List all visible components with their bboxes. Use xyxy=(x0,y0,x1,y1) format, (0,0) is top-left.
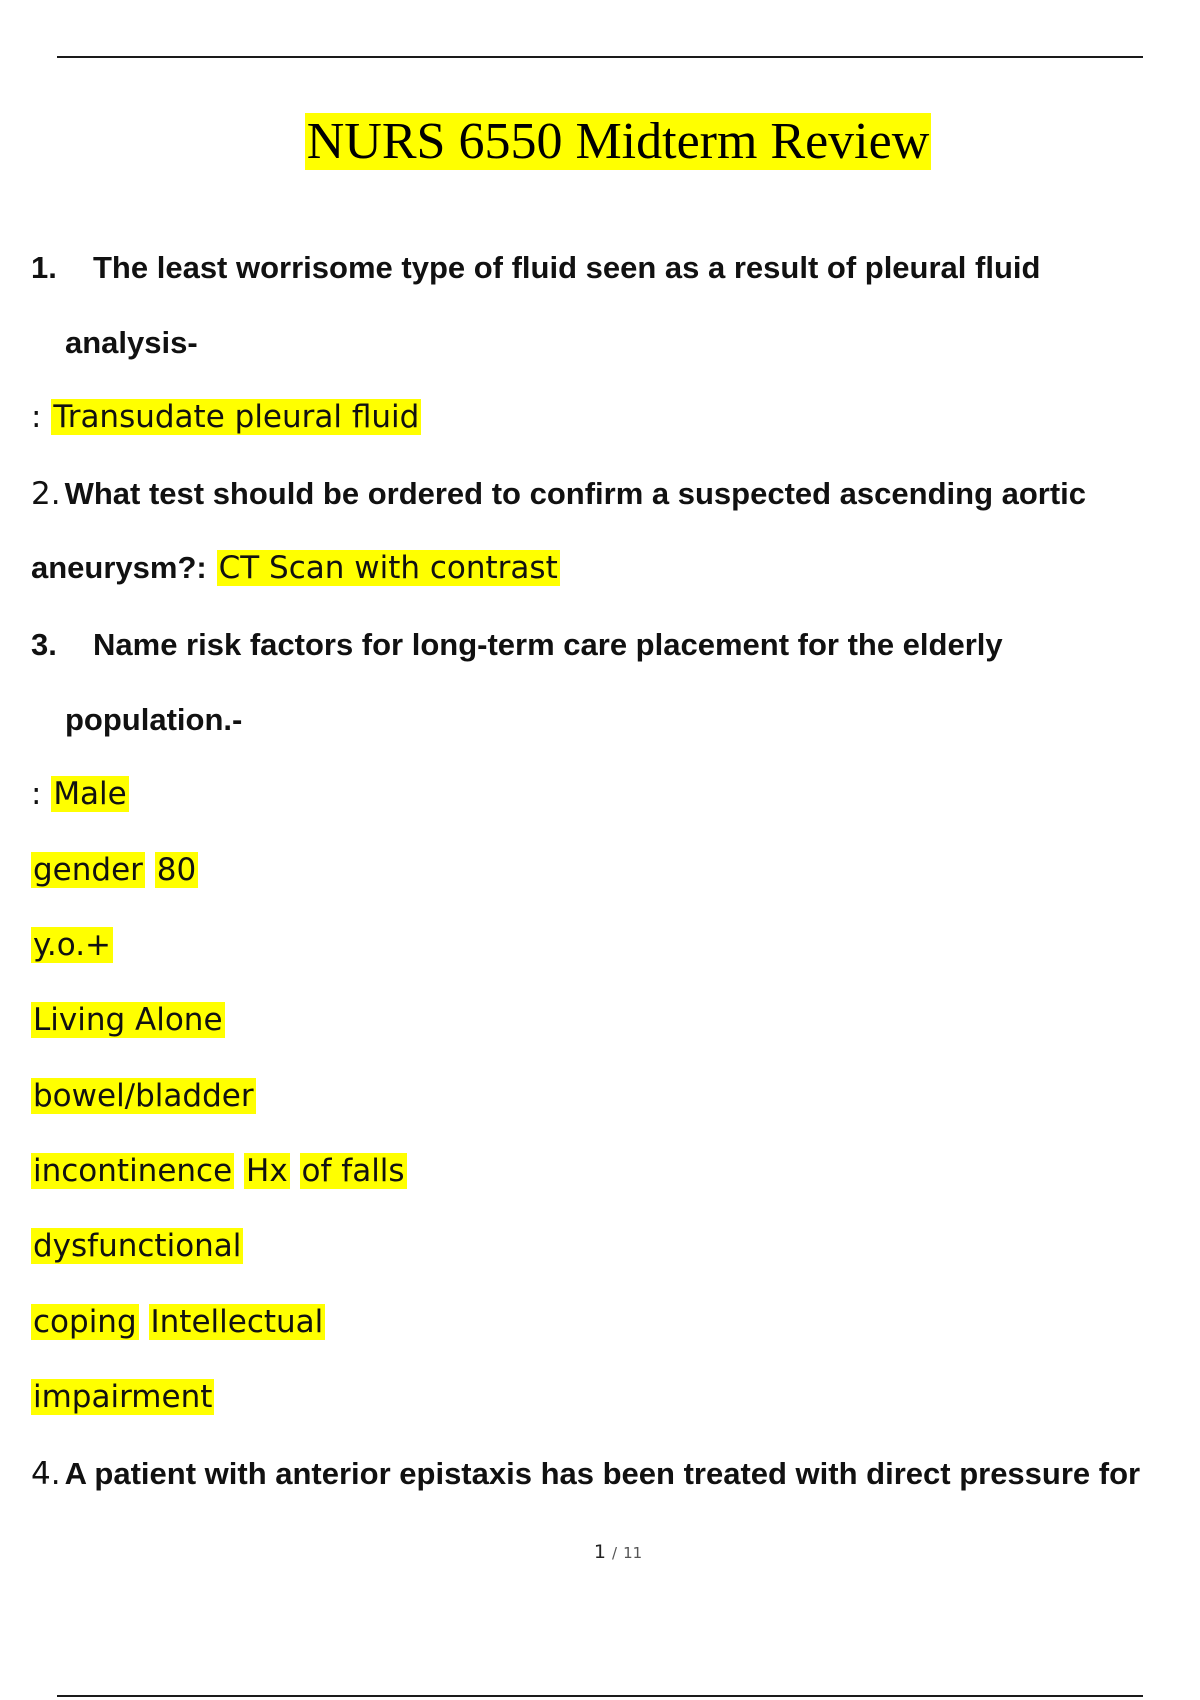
question-3-answer-line xyxy=(31,850,198,890)
question-3-text-cont: population.- xyxy=(65,702,243,737)
question-3-answer-line xyxy=(31,1302,325,1342)
question-3-answer-line xyxy=(31,774,129,814)
question-1-text-cont: analysis- xyxy=(65,325,198,360)
answer-item: incontinence xyxy=(33,1153,233,1189)
question-3-number: 3. xyxy=(31,627,57,662)
answer-item: dysfunctional xyxy=(33,1228,242,1264)
page-current: 1 xyxy=(593,1541,606,1563)
question-4-number: 4. xyxy=(31,1456,61,1492)
answer-item: bowel/bladder xyxy=(33,1078,254,1114)
question-1-answer-line xyxy=(31,397,421,437)
question-1-answer: Transudate pleural fluid xyxy=(53,399,420,435)
answer-item: Living Alone xyxy=(33,1002,223,1038)
question-1-line-2 xyxy=(65,323,198,363)
answer-item: impairment xyxy=(33,1379,213,1415)
question-3-line-2 xyxy=(65,700,242,740)
question-2-line-2 xyxy=(31,548,560,588)
question-3-answer-line xyxy=(31,1000,225,1040)
question-3-answer-line xyxy=(31,1226,243,1266)
question-2-answer: CT Scan with contrast xyxy=(218,550,558,586)
question-2-number: 2. xyxy=(31,476,61,512)
question-3-line-1 xyxy=(31,625,1003,665)
answer-item: Male xyxy=(53,776,127,812)
question-3-answer-line xyxy=(31,925,113,965)
top-divider xyxy=(57,56,1143,58)
question-1-number: 1. xyxy=(31,250,57,285)
answer-item: gender xyxy=(33,852,143,888)
question-3-answer-line xyxy=(31,1377,214,1417)
answer-item: 80 xyxy=(156,852,197,888)
answer-item: y.o.+ xyxy=(33,927,112,963)
title-container xyxy=(0,110,1200,174)
question-3-answer-line xyxy=(31,1076,256,1116)
question-1-text: The least worrisome type of fluid seen as a result of pleural fluid xyxy=(93,250,1041,285)
question-1-line-1 xyxy=(31,248,1040,288)
answer-item: of falls xyxy=(301,1153,405,1189)
answer-item: Hx xyxy=(246,1153,288,1189)
answer-item: coping xyxy=(33,1304,137,1340)
question-3-answer-line xyxy=(31,1151,407,1191)
question-2-text-cont: aneurysm?: xyxy=(31,550,207,585)
page-total: 11 xyxy=(623,1544,643,1562)
question-2-text: What test should be ordered to confirm a suspected ascending aortic xyxy=(64,476,1087,511)
question-4-line-1 xyxy=(31,1454,1140,1494)
answer-prefix: : xyxy=(31,776,42,812)
answer-prefix: : xyxy=(31,399,42,435)
answer-item: Intellectual xyxy=(150,1304,324,1340)
question-4-text: A patient with anterior epistaxis has been treated with direct pressure for xyxy=(64,1456,1141,1491)
page-indicator xyxy=(0,1541,1200,1563)
question-2-line-1 xyxy=(31,474,1086,514)
page-separator: / xyxy=(611,1544,618,1562)
question-3-text: Name risk factors for long-term care placement for the elderly xyxy=(93,627,1003,662)
document-title: NURS 6550 Midterm Review xyxy=(306,113,930,170)
bottom-divider xyxy=(57,1695,1143,1697)
